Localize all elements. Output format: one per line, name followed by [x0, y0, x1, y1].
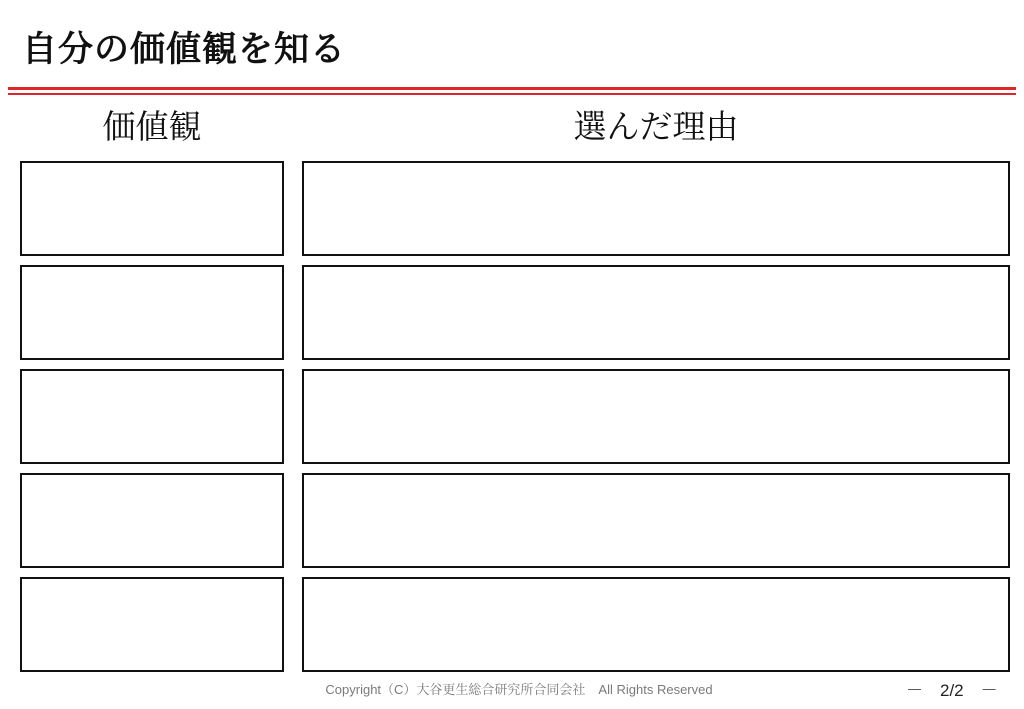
copyright-notice: Copyright（C）大谷更生総合研究所合同会社 All Rights Reserved	[325, 682, 713, 697]
value-entry-box[interactable]	[20, 577, 284, 672]
table-row	[0, 369, 1024, 464]
table-row	[0, 577, 1024, 672]
reason-entry-box[interactable]	[302, 473, 1010, 568]
table-row	[0, 473, 1024, 568]
values-column-header: 価値観	[102, 107, 202, 146]
reason-entry-box[interactable]	[302, 577, 1010, 672]
value-entry-box[interactable]	[20, 369, 284, 464]
reason-entry-box[interactable]	[302, 369, 1010, 464]
reason-entry-box[interactable]	[302, 161, 1010, 256]
value-entry-box[interactable]	[20, 473, 284, 568]
reasons-column-header: 選んだ理由	[573, 107, 739, 146]
page-number: － 2/2 －	[906, 681, 998, 700]
value-entry-box[interactable]	[20, 161, 284, 256]
table-row	[0, 265, 1024, 360]
page-title: 自分の価値観を知る	[22, 30, 347, 70]
title-underline-top	[8, 87, 1016, 90]
value-entry-box[interactable]	[20, 265, 284, 360]
title-underline-bottom	[8, 93, 1016, 95]
table-row	[0, 161, 1024, 256]
reason-entry-box[interactable]	[302, 265, 1010, 360]
